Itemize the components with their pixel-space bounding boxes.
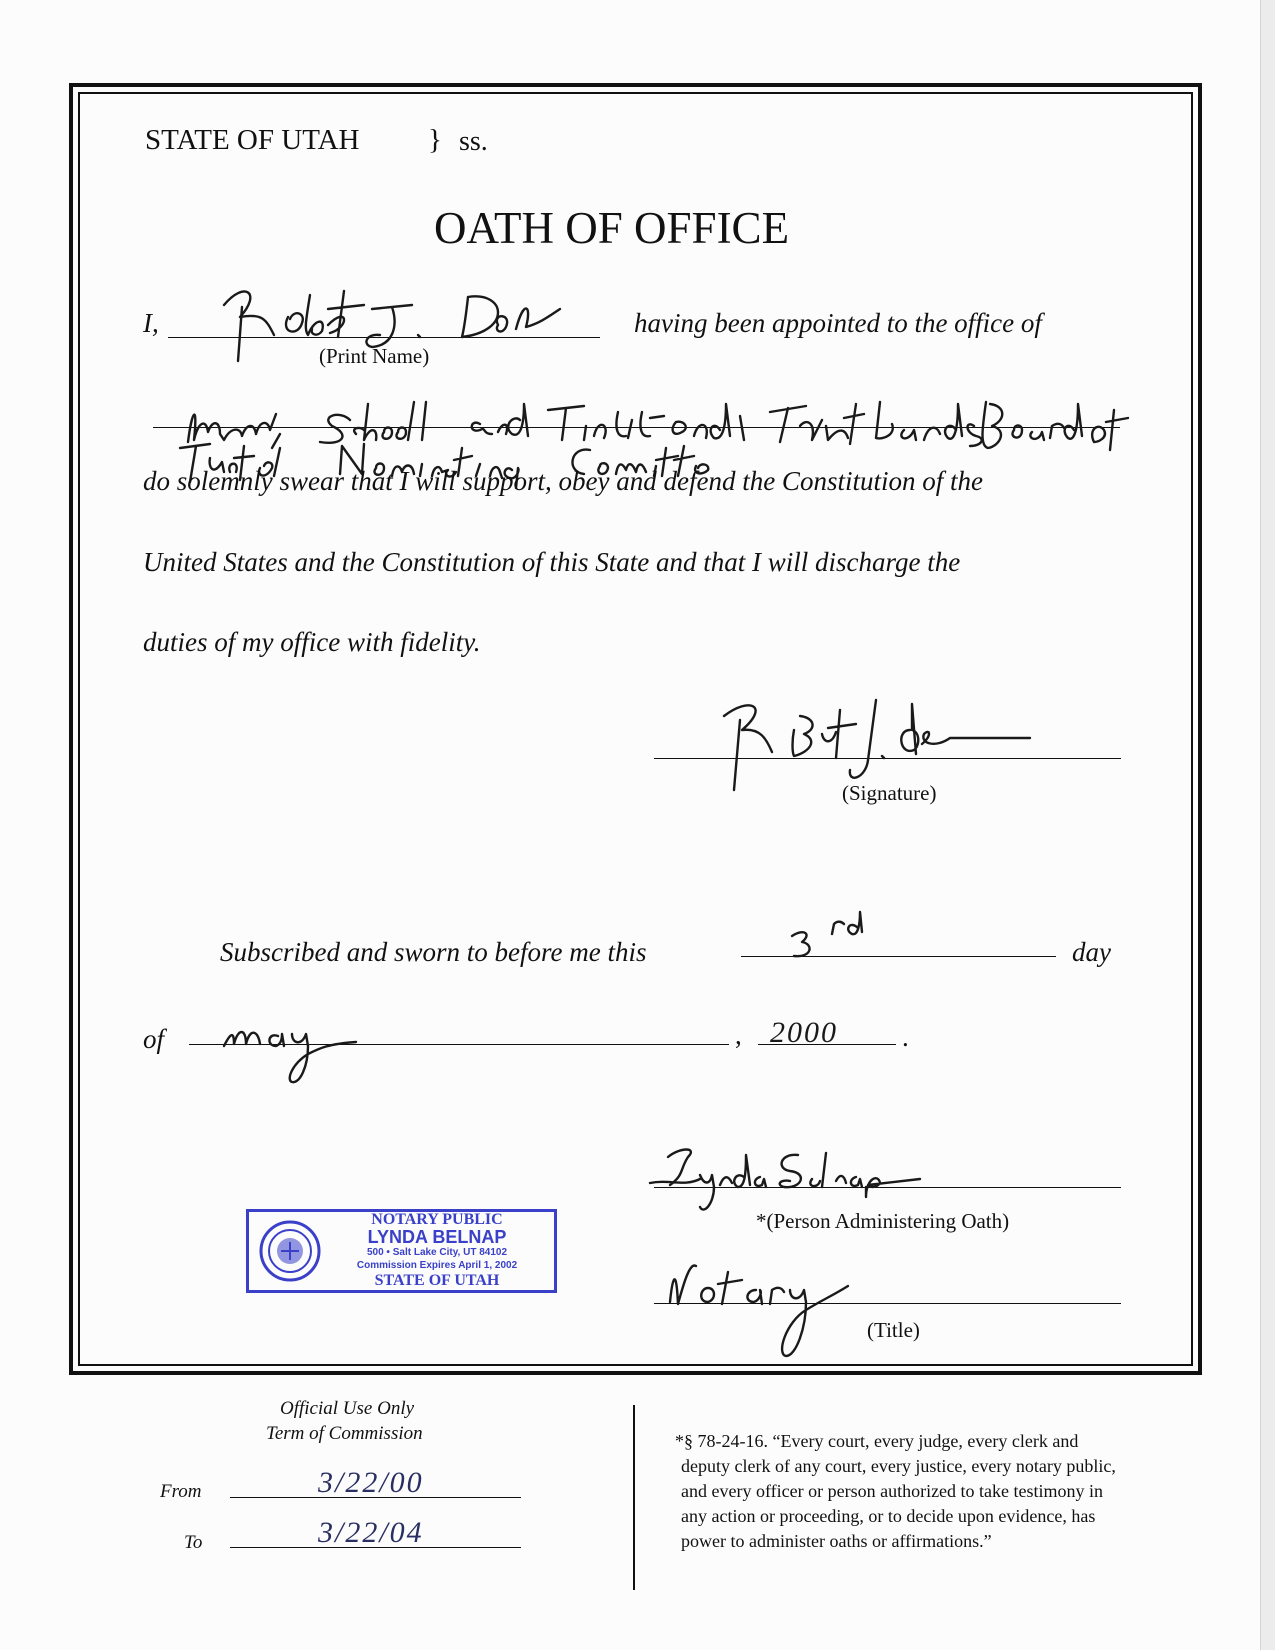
statute-line-3: and every officer or person authorized to take testimony in xyxy=(681,1481,1104,1501)
month-comma: , xyxy=(735,1020,742,1050)
stamp-line-2: LYNDA BELNAP xyxy=(367,1227,507,1247)
signature-caption: (Signature) xyxy=(842,781,937,805)
statute-line-2: deputy clerk of any court, every justice, every notary public, xyxy=(681,1456,1116,1476)
page-edge xyxy=(1260,0,1275,1650)
appointed-text: having been appointed to the office of xyxy=(634,308,1042,338)
stamp-line-4: Commission Expires April 1, 2002 xyxy=(356,1260,518,1271)
handwritten-year: 2000 xyxy=(770,1016,838,1049)
notary-stamp xyxy=(246,1209,557,1293)
print-name-caption: (Print Name) xyxy=(319,344,430,368)
official-use-heading: Official Use Only xyxy=(280,1398,415,1419)
ss-label: ss. xyxy=(459,126,488,157)
statute-line-4: any action or proceeding, or to decide upon evidence, has xyxy=(681,1506,1096,1526)
handwritten-title xyxy=(662,1252,862,1362)
handwritten-from-date: 3/22/00 xyxy=(318,1466,424,1499)
handwritten-to-date: 3/22/04 xyxy=(318,1516,424,1549)
footer-divider xyxy=(633,1405,635,1590)
to-label: To xyxy=(184,1532,203,1553)
subscribed-text: Subscribed and sworn to before me this xyxy=(220,937,647,967)
oath-line-2: United States and the Constitution of this State and that I will discharge the xyxy=(143,547,961,577)
statute-line-1: *§ 78-24-16. “Every court, every judge, every clerk and xyxy=(675,1431,1079,1451)
oath-pronoun: I, xyxy=(143,308,159,338)
term-of-commission-heading: Term of Commission xyxy=(266,1423,423,1444)
stamp-line-1: NOTARY PUBLIC xyxy=(371,1211,503,1228)
stamp-line-3: 500 • Salt Lake City, UT 84102 xyxy=(366,1247,508,1258)
handwritten-day xyxy=(782,910,902,970)
brace-symbol: } xyxy=(428,124,442,156)
state-seal-icon xyxy=(259,1220,321,1282)
oath-line-1: do solemnly swear that I will support, obey and defend the Constitution of the xyxy=(143,466,983,496)
page-title: OATH OF OFFICE xyxy=(434,203,790,253)
title-caption: (Title) xyxy=(867,1318,920,1342)
handwritten-month xyxy=(216,1010,396,1090)
year-period: . xyxy=(902,1022,909,1052)
from-label: From xyxy=(160,1481,202,1502)
statute-line-5: power to administer oaths or affirmations.” xyxy=(681,1531,992,1551)
oath-line-3: duties of my office with fidelity. xyxy=(143,627,481,657)
day-label: day xyxy=(1072,937,1111,967)
state-label: STATE OF UTAH xyxy=(145,124,360,156)
stamp-line-5: STATE OF UTAH xyxy=(374,1272,500,1289)
of-label: of xyxy=(143,1024,165,1054)
administering-caption: *(Person Administering Oath) xyxy=(756,1209,1010,1233)
